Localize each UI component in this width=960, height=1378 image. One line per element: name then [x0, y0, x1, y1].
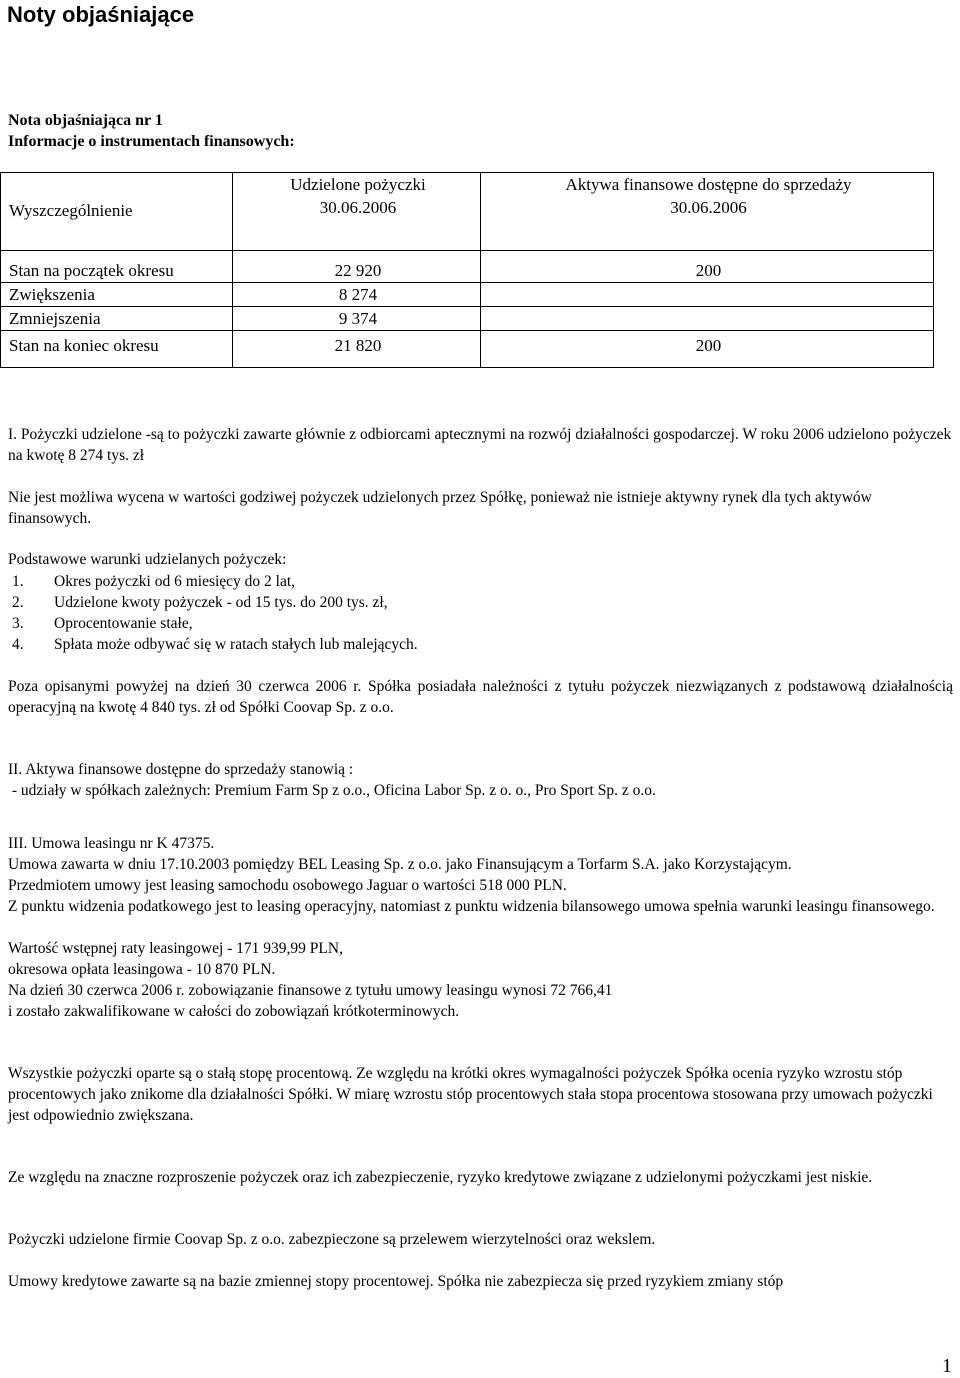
row-label: Zwiększenia: [1, 283, 233, 307]
note-heading: [8, 110, 295, 152]
lease-initial-payment: Wartość wstępnej raty leasingowej - 171 939,99 PLN,: [8, 940, 343, 957]
row-assets: 200: [481, 251, 934, 283]
row-assets: [481, 307, 934, 331]
note-number: Nota objaśniająca nr 1: [8, 112, 163, 129]
page-title: Noty objaśniające: [7, 2, 195, 27]
financial-instruments-table: [0, 172, 934, 368]
subsidiaries-line: - udziały w spółkach zależnych: Premium Farm Sp z o.o., Oficina Labor Sp. z o. o., Pro Sport Sp. z o.o.: [8, 782, 656, 799]
page-number: 1: [942, 1355, 952, 1377]
row-loans: 21 820: [233, 331, 481, 368]
fair-value-note: Nie jest możliwa wycena w wartości godziwej pożyczek udzielonych przez Spółkę, ponieważ nie istnieje aktywny rynek dla tych aktywów finansowych.: [8, 489, 872, 527]
table-row: [1, 251, 934, 283]
list-item: 1. Okres pożyczki od 6 miesięcy do 2 lat,: [12, 573, 296, 590]
note-subtitle: Informacje o instrumentach finansowych:: [8, 133, 295, 150]
security-note: Pożyczki udzielone firmie Coovap Sp. z o.o. zabezpieczone są przelewem wierzytelności oraz wekslem.: [8, 1231, 656, 1248]
lease-heading: III. Umowa leasingu nr K 47375.: [8, 835, 215, 852]
lease-liability: Na dzień 30 czerwca 2006 r. zobowiązanie finansowe z tytułu umowy leasingu wynosi 72 766,41: [8, 982, 613, 999]
receivables-note: Poza opisanymi powyżej na dzień 30 czerwca 2006 r. Spółka posiadała należności z tytułu pożyczek niezwiązanych z podstawową działalnością operacyjną na kwotę 4 840 tys. zł od Spółki Coovap Sp. z o.o.: [8, 678, 953, 716]
list-item: 3. Oprocentowanie stałe,: [12, 615, 193, 632]
row-assets: 200: [481, 331, 934, 368]
lease-classification: Z punktu widzenia podatkowego jest to leasing operacyjny, natomiast z punktu widzenia bilansowego umowa spełnia warunki leasingu finansowego.: [8, 898, 935, 915]
header-description: Wyszczególnienie: [1, 173, 233, 251]
conditions-list: [8, 571, 418, 655]
loans-description: I. Pożyczki udzielone -są to pożyczki zawarte głównie z odbiorcami aptecznymi na rozwój działalności gospodarczej. W roku 2006 udzielono pożyczek na kwotę 8 274 tys. zł: [8, 426, 952, 464]
list-item: 4. Spłata może odbywać się w ratach stałych lub malejących.: [12, 636, 418, 653]
table-row: [1, 307, 934, 331]
table-row: [1, 283, 934, 307]
lease-subject: Przedmiotem umowy jest leasing samochodu osobowego Jaguar o wartości 518 000 PLN.: [8, 877, 567, 894]
row-label: Zmniejszenia: [1, 307, 233, 331]
lease-periodic-fee: okresowa opłata leasingowa - 10 870 PLN.: [8, 961, 276, 978]
row-loans: 8 274: [233, 283, 481, 307]
lease-parties: Umowa zawarta w dniu 17.10.2003 pomiędzy BEL Leasing Sp. z o.o. jako Finansującym a Torfarm S.A. jako Korzystającym.: [8, 856, 792, 873]
credit-agreements-note: Umowy kredytowe zawarte są na bazie zmiennej stopy procentowej. Spółka nie zabezpiecza się przed ryzykiem zmiany stóp: [8, 1273, 784, 1290]
lease-classification-note: i zostało zakwalifikowane w całości do zobowiązań krótkoterminowych.: [8, 1003, 460, 1020]
row-label: Stan na początek okresu: [1, 251, 233, 283]
assets-heading: II. Aktywa finansowe dostępne do sprzedaży stanowią :: [8, 761, 354, 778]
table-row: [1, 331, 934, 368]
row-label: Stan na koniec okresu: [1, 331, 233, 368]
row-loans: 9 374: [233, 307, 481, 331]
table-header-row: [1, 173, 934, 251]
list-item: 2. Udzielone kwoty pożyczek - od 15 tys. do 200 tys. zł,: [12, 594, 388, 611]
interest-rate-note: Wszystkie pożyczki oparte są o stałą stopę procentową. Ze względu na krótki okres wymagalności pożyczek Spółka ocenia ryzyko wzrostu stóp procentowych jako znikome dla działalności Spółki. W miarę wzrostu stóp procentowych stała stopa procentowa stosowana przy umowach pożyczki jest odpowiednio zwiększana.: [8, 1065, 933, 1124]
header-loans: Udzielone pożyczki 30.06.2006: [233, 173, 481, 251]
credit-risk-note: Ze względu na znaczne rozproszenie pożyczek oraz ich zabezpieczenie, ryzyko kredytowe związane z udzielonymi pożyczkami jest niskie.: [8, 1169, 873, 1186]
row-assets: [481, 283, 934, 307]
row-loans: 22 920: [233, 251, 481, 283]
header-assets: Aktywa finansowe dostępne do sprzedaży 30.06.2006: [481, 173, 934, 251]
conditions-heading: Podstawowe warunki udzielanych pożyczek:: [8, 551, 287, 568]
